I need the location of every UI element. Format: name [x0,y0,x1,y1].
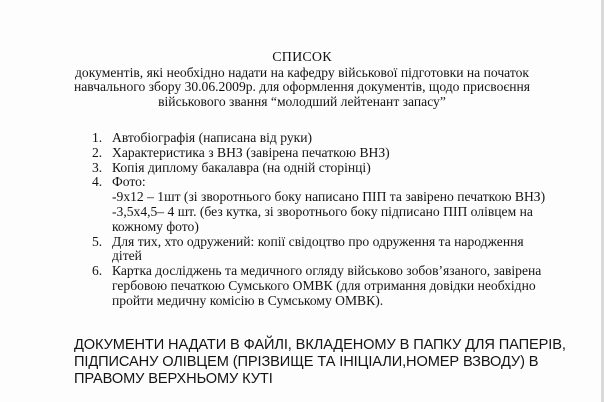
footer-line: ПРАВОМУ ВЕРХНЬОМУ КУТІ [74,371,273,387]
list-item-text: гербовою печаткою Сумського ОМВК (для отримання довідки необхідно [112,277,536,293]
document-title: СПИСОК [272,50,332,65]
list-item [92,235,572,265]
list-item [92,264,572,308]
list-item-number: 4. [92,174,103,190]
list-item-text: пройти медичну комісію в Сумському ОМВК). [112,292,384,308]
header-line: документів, які необхідно надати на кафедру військової підготовки на початок [74,64,530,80]
list-item-number: 1. [92,130,103,145]
list-item-text: -9х12 – 1шт (зі зворотнього боку написано ПІП та завірено печаткою ВНЗ) [112,189,546,205]
header-line: військового звання “молодший лейтенант запасу” [158,93,446,109]
list-item-text: Для тих, хто одружений: копії свідоцтво про одруження та народження [112,233,524,249]
list-item-text: Фото: [112,174,146,190]
list-item [92,161,572,176]
list-item [92,146,572,161]
list-item-text: Копія диплому бакалавра (на одній сторінці) [112,159,371,175]
list-item-text: Картка досліджень та медичного огляду військово зобов’язаного, завірена [112,263,542,279]
header-line: навчального збору 30.06.2009р. для оформлення документів, щодо присвоєння [73,79,531,94]
list-item [92,175,572,234]
list-item-number: 3. [92,159,103,175]
document-footer-note [74,337,594,388]
footer-line: ПІДПИСАНУ ОЛІВЦЕМ (ПРІЗВИЩЕ ТА ІНІЦІАЛИ,НОМЕР ВЗВОДУ) В [74,354,539,370]
list-item-number: 2. [92,144,103,160]
list-item [92,131,572,146]
footer-line: ДОКУМЕНТИ НАДАТИ В ФАЙЛІ, ВКЛАДЕНОМУ В ПАПКУ ДЛЯ ПАПЕРІВ, [74,337,566,353]
list-item-number: 5. [92,233,103,249]
list-item-text: дітей [112,248,142,264]
list-item-text: -3,5х4,5– 4 шт. (без кутка, зі зворотнього боку підписано ПІП олівцем на [112,203,533,219]
list-item-text: Автобіографія (написана від руки) [112,130,313,145]
list-item-text: Характеристика з ВНЗ (завірена печаткою ВНЗ) [112,144,390,160]
list-item-number: 6. [92,263,103,279]
document-header [0,51,604,109]
list-item-text: кожному фото) [112,218,199,234]
document-list [92,131,572,309]
